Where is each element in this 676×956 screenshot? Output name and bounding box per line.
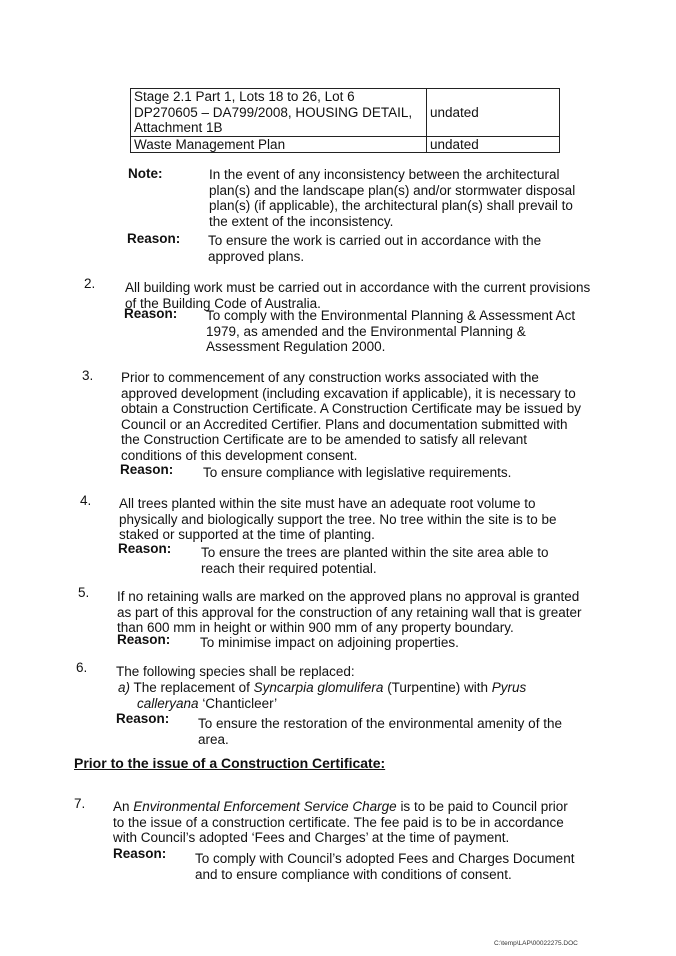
replacement-species: calleryana [137,695,199,711]
condition-text [125,280,601,311]
text-line: Assessment Regulation 2000. [206,339,386,354]
text-line: Prior to commencement of any construction works associated with the [121,370,539,385]
text-line: to the issue of a construction certificate. The fee paid is to be in accordance [113,814,564,830]
text-line: staked or supported at the time of planting. [119,527,375,542]
text-line: To ensure the restoration of the environmental amenity of the [198,716,562,731]
cell-line: DP270605 – DA799/2008, HOUSING DETAIL, [134,104,413,120]
table-cell-date: undated [427,89,560,137]
condition-reason [195,851,591,882]
table-cell-document: Waste Management Plan [131,136,427,153]
replacement-species: Pyrus [491,680,527,695]
text-line: All building work must be carried out in accordance with the current provisions [125,280,591,295]
text-line: If no retaining walls are marked on the approved plans no approval is granted [117,589,580,604]
text-line: To comply with Council’s adopted Fees and Charges Document [195,851,575,866]
species-name: Syncarpia glomulifera [253,680,384,695]
reason-label: Reason: [118,541,172,556]
reason-label: Reason: [117,632,171,647]
table-cell-document [131,89,427,137]
condition-reason: To ensure compliance with legislative requirements. [203,465,512,480]
condition-reason [201,545,594,576]
text-line: conditions of this development consent. [121,447,358,463]
condition-text [117,589,593,636]
condition-text [121,370,597,463]
text-line: as part of this approval for the construction of any retaining wall that is greater [117,604,582,620]
condition-reason [198,716,573,747]
charge-name: Environmental Enforcement Service Charge [133,799,397,814]
reason-label: Reason: [113,846,167,861]
condition-reason: To minimise impact on adjoining properties. [200,635,459,650]
text-line: the extent of the inconsistency. [209,213,394,229]
condition-text [113,799,591,846]
text-line: To comply with the Environmental Planning & Assessment Act [206,308,576,323]
text-line: approved plans. [208,248,305,264]
reason-label: Reason: [124,306,178,321]
section-heading: Prior to the issue of a Construction Certificate: [74,755,386,771]
text-line: with Council’s adopted ‘Fees and Charges’ at the time of payment. [113,830,510,845]
condition-number: 3. [82,368,94,383]
note-label: Note: [128,166,163,181]
condition-number: 7. [74,796,86,811]
condition-reason [206,308,599,355]
condition-number: 2. [84,276,96,291]
text-line: physically and biologically support the tree. No tree within the site is to be [119,511,557,527]
text-line: In the event of any inconsistency between the architectural [209,167,560,182]
text-line: plan(s) and the landscape plan(s) and/or stormwater disposal [209,182,576,198]
item-marker: a) [118,680,131,695]
text-line: 1979, as amended and the Environmental Planning & [206,323,526,339]
species-item [118,680,578,711]
text-line: To ensure the trees are planted within the site area able to [201,545,549,560]
text-line: of the Building Code of Australia. [125,295,321,311]
reason-label: Reason: [127,231,181,246]
note-text [209,167,601,229]
text-line: the Construction Certificate are to be amended to satisfy all relevant [121,432,527,447]
cell-line: Attachment 1B [134,120,223,135]
condition-number: 6. [76,660,88,675]
condition-text [119,496,595,543]
text-line: To ensure the work is carried out in accordance with the [208,233,542,248]
text-line: An Environmental Enforcement Service Charge is to be paid to Council prior [113,799,568,814]
text-line: All trees planted within the site must have an adequate root volume to [119,496,536,511]
species-line: a) The replacement of Syncarpia glomulifera (Turpentine) with Pyrus [118,680,527,695]
text-line: reach their required potential. [201,560,377,576]
note-reason-text [208,233,601,264]
table-row [131,136,560,153]
condition-number: 5. [78,585,90,600]
cell-line: Stage 2.1 Part 1, Lots 18 to 26, Lot 6 [134,89,355,104]
condition-number: 4. [80,493,92,508]
text-line: area. [198,731,229,747]
text-line: approved development (including excavation if applicable), it is necessary to [121,385,576,401]
text-line: Council or an Accredited Certifier. Plans and documentation submitted with [121,416,568,432]
reason-label: Reason: [116,711,170,726]
condition-text: The following species shall be replaced: [116,664,355,679]
footer-file-path: C:\temp\LAP\00022275.DOC [494,940,578,947]
text-line: obtain a Construction Certificate. A Construction Certificate may be issued by [121,401,581,416]
species-line: calleryana ‘Chanticleer’ [137,695,278,711]
reason-label: Reason: [120,462,174,477]
text-line: than 600 mm in height or within 900 mm of any property boundary. [117,620,514,635]
table-cell-date: undated [427,136,560,153]
text-line: plan(s) (if applicable), the architectural plan(s) shall prevail to [209,198,573,213]
table-row [131,89,560,137]
plans-table [130,88,560,153]
text-line: and to ensure compliance with conditions of consent. [195,866,512,882]
